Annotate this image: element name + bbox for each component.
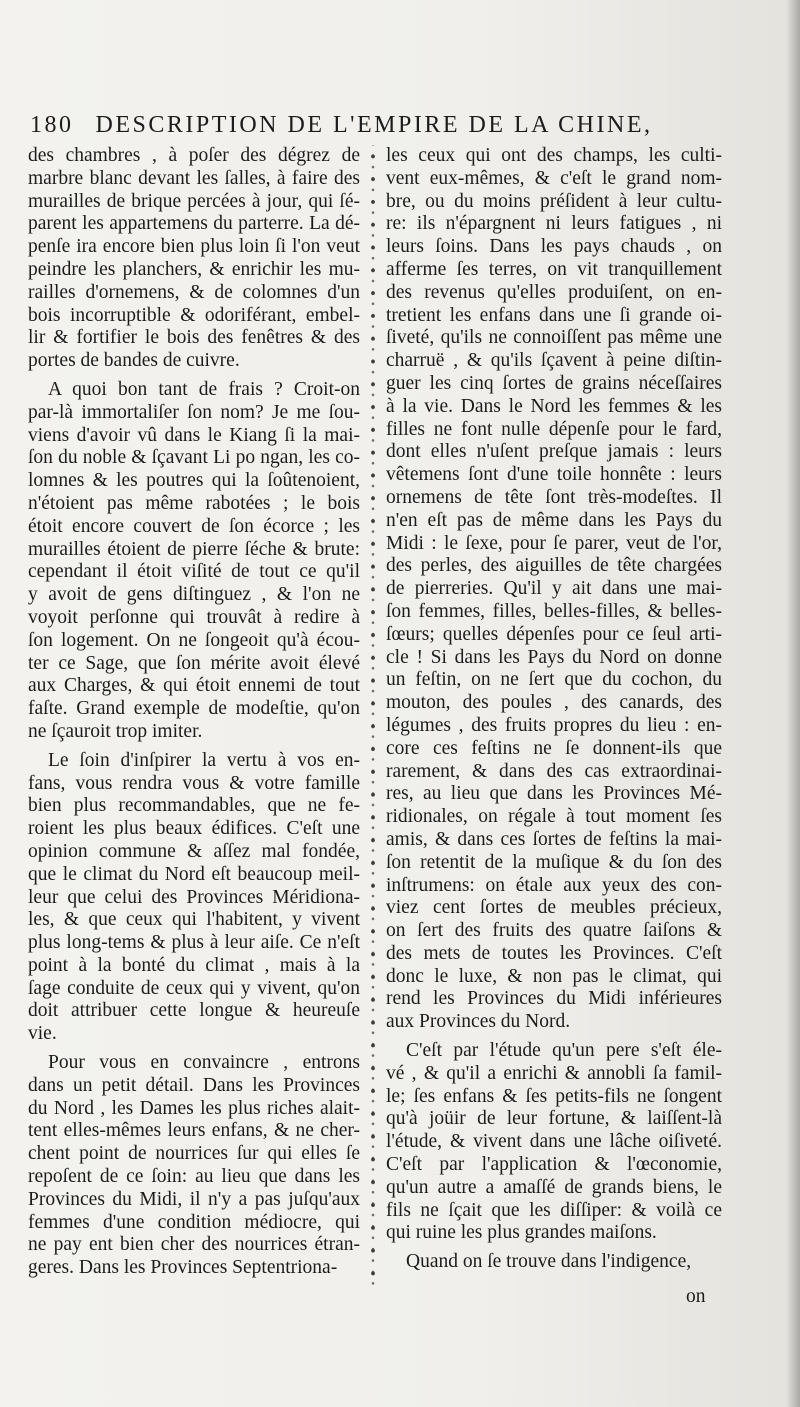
text-line: voyoit perſonne qui trouvât à redire à	[28, 606, 360, 628]
text-line: Le ſoin d'inſpirer la vertu à vos en-	[48, 749, 360, 771]
text-line: rend les Provinces du Midi inférieures	[386, 988, 722, 1010]
text-line: ſage conduite de ceux qui y vivent, qu'on	[28, 977, 360, 999]
text-line: bien plus recommandables, que ne fe-	[28, 795, 360, 817]
text-line: guer les cinq ſortes de grains néceſſaires	[386, 372, 722, 394]
text-line: viez cent ſortes de meubles précieux,	[386, 897, 722, 919]
text-line: geres. Dans les Provinces Septentriona-	[28, 1257, 338, 1279]
text-line: qui ruine les plus grandes maiſons.	[386, 1222, 657, 1244]
text-line: Pour vous en convaincre , entrons	[48, 1052, 360, 1074]
text-line: les ceux qui ont des champs, les culti-	[386, 145, 722, 166]
text-line: bre, ou du moins préſident à leur cultu-	[386, 190, 722, 212]
text-line: aux Provinces du Nord.	[386, 1011, 571, 1033]
text-line: femmes d'une condition médiocre, qui	[28, 1211, 360, 1233]
text-line: opinion commune & aſſez mal fondée,	[28, 840, 360, 862]
text-line: railles d'ornemens, & de colomnes d'un	[28, 281, 360, 303]
text-line: ſon logement. On ne ſongeoit qu'à écou-	[28, 629, 360, 651]
text-line: murailles étoient de pierre ſéche & brute:	[28, 538, 360, 560]
page-number: 180	[30, 112, 74, 138]
text-line: Midi : le ſexe, pour ſe parer, veut de l'or,	[386, 532, 722, 554]
text-line: y avoit de gens diſtinguez , & l'on ne	[28, 584, 360, 606]
text-line: tretient les enfans dans une ſi grande oi-	[386, 304, 722, 326]
text-line: dont elles n'uſent preſque jamais : leurs	[386, 441, 722, 463]
text-line: Provinces du Midi, il n'y a pas juſqu'aux	[28, 1188, 360, 1210]
text-line: des mets de toutes les Provinces. C'eſt	[386, 942, 722, 964]
text-line: chent point de nourrices ſur qui elles ſe	[28, 1143, 360, 1165]
text-line: C'eſt par l'étude qu'un pere s'eſt éle-	[406, 1040, 722, 1062]
text-line: lomnes & les poutres qui la ſoûtenoient,	[28, 470, 360, 492]
left-text-column	[28, 145, 360, 1280]
text-line: plus long-tems & plus à leur aiſe. Ce n'eſt	[28, 932, 360, 954]
text-line: n'étoient pas même rabotées ; le bois	[28, 492, 360, 514]
text-line: point à la bonté du climat , mais à la	[28, 954, 360, 976]
text-line: mouton, des poules , des canards, des	[386, 692, 722, 714]
text-line: core ces feſtins ne ſe donnent-ils que	[386, 737, 722, 759]
text-line: marbre blanc devant les ſalles, à faire des	[28, 167, 360, 189]
text-line: fils ne ſçait que les diſſiper: & voilà ce	[386, 1199, 722, 1221]
text-line: ridionales, on régale à tout moment ſes	[386, 806, 722, 828]
text-line: rarement, & dans des cas extraordinai-	[386, 760, 722, 782]
text-line: cle ! Si dans les Pays du Nord on donne	[386, 646, 722, 668]
text-line: faſte. Grand exemple de modeſtie, qu'on	[28, 698, 360, 720]
text-line: vé , & qu'il a enrichi & annobli ſa famil-	[386, 1062, 722, 1084]
text-line: des revenus qu'elles produiſent, on en-	[386, 281, 722, 303]
running-title: DESCRIPTION DE L'EMPIRE DE LA CHINE,	[95, 112, 653, 138]
text-line: vêtemens ſont d'une toile honnête : leurs	[386, 464, 722, 486]
text-line: le; ſes enfans & ſes petits-fils ne ſongent	[386, 1085, 722, 1107]
text-line: ſiveté, qu'ils ne connoiſſent pas même une	[386, 327, 722, 349]
text-line: donc le luxe, & non pas le climat, qui	[386, 965, 722, 987]
text-line: dans un petit détail. Dans les Provinces	[28, 1074, 360, 1096]
text-line: re: ils n'épargnent ni leurs fatigues , ni	[386, 213, 722, 235]
text-line: ter ce Sage, que ſon mérite avoit élevé	[28, 652, 360, 674]
text-line: roient les plus beaux édifices. C'eſt une	[28, 818, 360, 840]
text-line: cependant il étoit viſité de tout ce qu'il	[28, 561, 360, 583]
text-line: les, & que ceux qui l'habitent, y vivent	[28, 909, 360, 931]
text-line: viens d'avoir vû dans le Kiang ſi la mai-	[28, 424, 360, 446]
text-line: qu'à joüir de leur fortune, & laiſſent-là	[386, 1108, 722, 1130]
text-line: doit attribuer cette longue & heureuſe	[28, 1000, 360, 1022]
text-line: Quand on ſe trouve dans l'indigence,	[406, 1251, 692, 1273]
text-line: inſtrumens: on étale aux yeux des con-	[386, 874, 722, 896]
text-line: à la vie. Dans le Nord les femmes & les	[386, 395, 722, 417]
text-line: ſœurs; quelles dépenſes pour ce ſeul arti-	[386, 623, 722, 645]
text-line: filles ne font nulle dépenſe pour le fard,	[386, 418, 722, 440]
catchword: on	[686, 1286, 706, 1307]
text-line: ſon femmes, filles, belles-filles, & belles-	[386, 600, 722, 622]
text-line: tent elles-mêmes leurs enfans, & ne cher-	[28, 1120, 360, 1142]
text-line: fans, vous rendra vous & votre famille	[28, 772, 360, 794]
text-line: ne pay ent bien cher des nourrices étran-	[28, 1234, 360, 1256]
running-header	[30, 112, 790, 148]
text-line: de pierreries. Qu'il y ait dans une mai-	[386, 578, 722, 600]
text-line: des chambres , à poſer des dégrez de	[28, 145, 360, 166]
text-line: A quoi bon tant de frais ? Croit-on	[48, 378, 360, 400]
text-line: que le climat du Nord eſt beaucoup meil-	[28, 863, 360, 885]
text-line: légumes , des fruits propres du lieu : en-	[386, 714, 722, 736]
text-line: du Nord , les Dames les plus riches alait-	[28, 1097, 360, 1119]
text-line: aux Charges, & qui étoit ennemi de tout	[28, 675, 360, 697]
text-line: portes de bandes de cuivre.	[28, 350, 240, 372]
text-line: peindre les planchers, & enrichir les mu-	[28, 258, 360, 280]
text-line: ne ſçauroit trop imiter.	[28, 720, 203, 742]
text-line: un feſtin, on ne ſert que du cochon, du	[386, 669, 722, 691]
text-line: leurs ſoins. Dans les pays chauds , on	[386, 236, 722, 258]
text-line: on ſert des fruits des quatre ſaiſons &	[386, 920, 722, 942]
text-line: ſon du noble & ſçavant Li po ngan, les co-	[28, 447, 360, 469]
text-line: penſe ira encore bien plus loin ſi l'on veut	[28, 236, 360, 258]
text-line: par-là immortaliſer ſon nom? Je me ſou-	[28, 401, 360, 423]
text-line: qu'un autre a amaſſé de grands biens, le	[386, 1176, 722, 1198]
text-line: n'en eſt pas de même dans les Pays du	[386, 509, 722, 531]
text-line: parent les appartemens du parterre. La dé-	[28, 213, 360, 235]
text-line: vie.	[28, 1023, 57, 1045]
text-line: étoit encore couvert de ſon écorce ; les	[28, 515, 360, 537]
column-divider-ornament	[364, 145, 382, 1285]
text-line: C'eſt par l'application & l'œconomie,	[386, 1154, 722, 1176]
text-line: l'étude, & vivent dans une lâche oiſiveté.	[386, 1131, 722, 1153]
text-line: des perles, des aiguilles de tête chargées	[386, 555, 722, 577]
text-line: repoſent de ce ſoin: au lieu que dans les	[28, 1166, 360, 1188]
text-line: leur que celui des Provinces Méridiona-	[28, 886, 360, 908]
text-line: ornemens de tête ſont très-modeſtes. Il	[386, 486, 722, 508]
right-text-column	[386, 145, 722, 1274]
text-line: res, au lieu que dans les Provinces Mé-	[386, 783, 722, 805]
text-line: bois incorruptible & odoriférant, embel-	[28, 304, 360, 326]
text-line: lir & fortifier le bois des fenêtres & des	[28, 327, 360, 349]
text-line: ſon retentit de la muſique & du ſon des	[386, 851, 722, 873]
text-line: charruë , & qu'ils ſçavent à peine diſtin-	[386, 350, 722, 372]
text-line: afferme ſes terres, on vit tranquillement	[386, 258, 722, 280]
text-line: amis, & dans ces ſortes de feſtins la mai-	[386, 828, 722, 850]
text-line: murailles de brique percées à jour, qui ſé-	[28, 190, 360, 212]
text-line: vent eux-mêmes, & c'eſt le grand nom-	[386, 167, 722, 189]
page-edge-shadow	[786, 0, 800, 1407]
